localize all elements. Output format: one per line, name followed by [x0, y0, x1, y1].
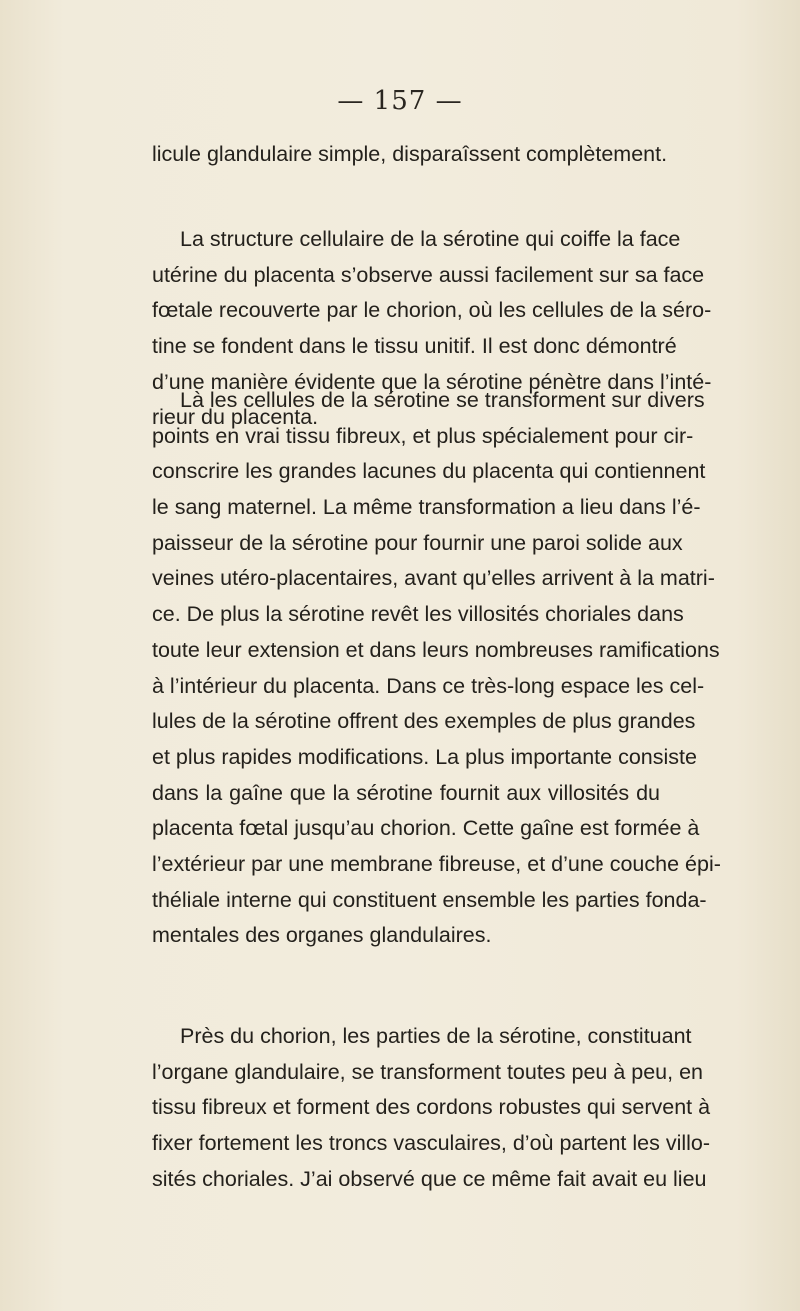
text-line: toute leur extension et dans leurs nombreuses ramifications [152, 637, 720, 662]
text-line: mentales des organes glandulaires. [152, 923, 492, 948]
text-line: conscrire les grandes lacunes du placenta qui contiennent [152, 459, 706, 484]
text-line: fœtale recouverte par le chorion, où les cellules de la séro- [152, 298, 712, 323]
text-line: le sang maternel. La même transformation a lieu dans l’é- [152, 495, 701, 520]
text-line: Près du chorion, les parties de la sérotine, constituant [180, 1024, 692, 1048]
text-line: licule glandulaire simple, disparaîssent complètement. [152, 142, 668, 166]
text-line: d’une manière évidente que la sérotine pénètre dans l’inté- [152, 369, 712, 394]
text-line: tine se fondent dans le tissu unitif. Il est donc démontré [152, 334, 677, 359]
text-line: l’organe glandulaire, se transforment toutes peu à peu, en [152, 1059, 704, 1084]
page-number: — 157 — [337, 86, 463, 116]
paragraph-3 [152, 383, 721, 954]
text-line: à l’intérieur du placenta. Dans ce très-long espace les cel- [152, 673, 705, 698]
text-line: utérine du placenta s’observe aussi facilement sur sa face [152, 262, 705, 287]
text-line: l’extérieur par une membrane fibreuse, et d’une couche épi- [152, 851, 721, 876]
text-line: lules de la sérotine offrent des exemples de plus grandes [152, 709, 696, 734]
text-line: dans la gaîne que la sérotine fournit aux villosités du [152, 780, 660, 805]
text-line: rieur du placenta. [152, 405, 319, 430]
text-line: La structure cellulaire de la sérotine qui coiffe la face [180, 227, 681, 251]
text-line: et plus rapides modifications. La plus importante consiste [152, 744, 697, 769]
text-line: placenta fœtal jusqu’au chorion. Cette gaîne est formée à [152, 816, 700, 841]
text-line: paisseur de la sérotine pour fournir une paroi solide aux [152, 530, 683, 555]
text-line: sités choriales. J’ai observé que ce même fait avait eu lieu [152, 1166, 707, 1191]
text-line: points en vrai tissu fibreux, et plus spécialement pour cir- [152, 423, 694, 448]
text-line: ce. De plus la sérotine revêt les villosités choriales dans [152, 602, 684, 627]
text-line: Là les cellules de la sérotine se transforment sur divers [180, 388, 705, 412]
paragraph-1 [152, 137, 668, 173]
text-line: tissu fibreux et forment des cordons robustes qui servent à [152, 1095, 711, 1120]
text-line: fixer fortement les troncs vasculaires, d’où partent les villo- [152, 1131, 711, 1156]
text-line: théliale interne qui constituent ensemble les parties fonda- [152, 887, 707, 912]
paragraph-4 [152, 1019, 711, 1197]
text-line: veines utéro-placentaires, avant qu’elles arrivent à la matri- [152, 566, 715, 591]
